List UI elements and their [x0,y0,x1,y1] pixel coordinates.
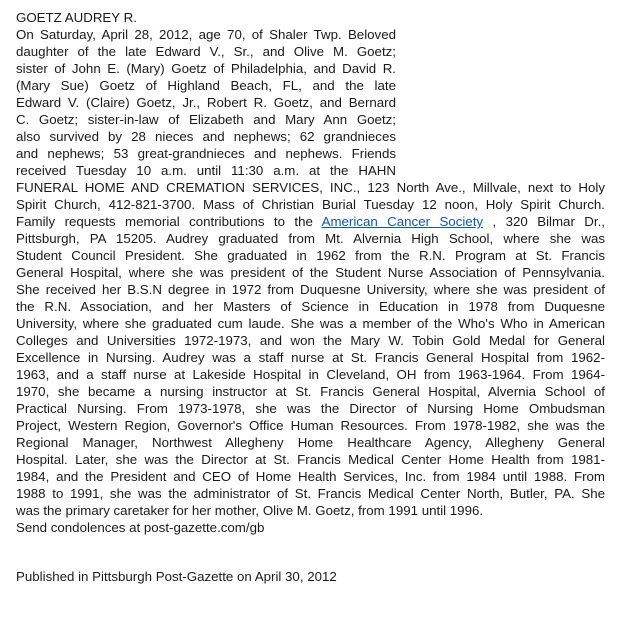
text-line: sister of John E. (Mary) Goetz of Philadelphia, and David R. [16,61,396,76]
text-line: and nephews; 53 great-grandnieces and nephews. Friends [16,146,396,161]
text-line: She received her B.S.N degree in 1972 from Duquesne University, where she was president of [16,282,605,297]
published-line: Published in Pittsburgh Post-Gazette on April 30, 2012 [16,569,337,584]
text-line: Spirit Church, 412-821-3700. Mass of Christian Burial Tuesday 12 noon, Holy Spirit Church. [16,197,605,212]
text-line: 1970, she became a nursing instructor at St. Francis General Hospital, Alvernia School of [16,384,605,399]
text-line: daughter of the late Edward V., Sr., and Olive M. Goetz; [16,44,396,59]
text-line: C. Goetz; sister-in-law of Elizabeth and Mary Ann Goetz; [16,112,396,127]
text-segment: Family requests memorial contributions to the [16,214,322,229]
text-line: Colleges and Universities 1972-1973, and won the Mary W. Tobin Gold Medal for General [16,333,605,348]
text-line: Regional Manager, Northwest Allegheny Home Healthcare Agency, Allegheny General [16,435,605,450]
text-line: 1984, and the President and CEO of Home Health Services, Inc. from 1984 until 1988. From [16,469,605,484]
text-line: Edward V. (Claire) Goetz, Jr., Robert R. Goetz, and Bernard [16,95,396,110]
text-line-with-link [16,213,605,230]
text-line: 1963, and a staff nurse at Lakeside Hospital in Cleveland, OH from 1963-1964. From 1964- [16,367,605,382]
condolences-line: Send condolences at post-gazette.com/gb [16,520,265,535]
text-segment: , 320 Bilmar Dr., [483,214,605,229]
text-line: On Saturday, April 28, 2012, age 70, of Shaler Twp. Beloved [16,27,396,42]
text-line: 1988 to 1991, she was the administrator of St. Francis Medical Center North, Butler, PA. She [16,486,605,501]
text-line: General Hospital, where she was president of the Student Nurse Association of Pennsylvania. [16,265,605,280]
text-line: was the primary caretaker for her mother, Olive M. Goetz, from 1991 until 1996. [16,503,484,518]
text-line: Hospital. Later, she was the Director at St. Francis Medical Center Home Health from 1981- [16,452,605,467]
text-line: Practical Nursing. From 1973-1978, she was the Director of Nursing Home Ombudsman [16,401,605,416]
text-line: Excellence in Nursing. Audrey was a staff nurse at St. Francis General Hospital from 1962- [16,350,605,365]
text-line: received Tuesday 10 a.m. until 11:30 a.m. at the HAHN [16,163,396,178]
text-line: University, where she graduated cum laude. She was a member of the Who's Who in American [16,316,605,331]
obituary-heading: GOETZ AUDREY R. [16,10,137,25]
american-cancer-society-link[interactable]: American Cancer Society [321,214,484,229]
text-line: Pittsburgh, PA 15205. Audrey graduated from Mt. Alvernia High School, where she was [16,231,605,246]
text-line: (Mary Sue) Goetz of Highland Beach, FL, and the late [16,78,396,93]
text-line: Student Council President. She graduated in 1962 from the R.N. Program at St. Francis [16,248,605,263]
text-line: FUNERAL HOME AND CREMATION SERVICES, INC., 123 North Ave., Millvale, next to Holy [16,180,605,195]
text-line: also survived by 28 nieces and nephews; 62 grandnieces [16,129,396,144]
text-line: the R.N. Association, and her Masters of Science in Education in 1978 from Duquesne [16,299,605,314]
text-line: Project, Western Region, Governor's Office Human Resources. From 1978-1982, she was the [16,418,605,433]
